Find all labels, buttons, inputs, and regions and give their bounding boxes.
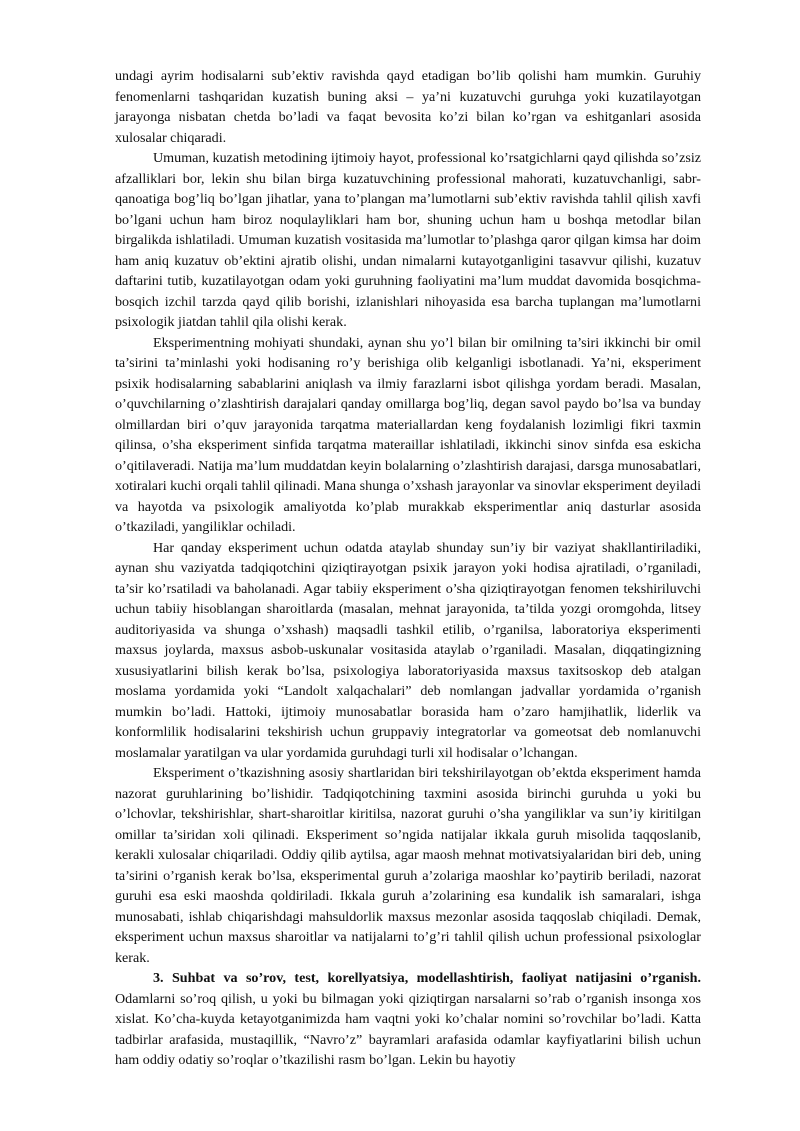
- paragraph-experiment-essence: Eksperimentning mohiyati shundaki, aynan shu yo’l bilan bir omilning ta’siri ikkinchi bir omil ta’sirini ta’minlashi yoki hodisaning ro’y berishiga olib kelganligi isbotlanadi. Ya’ni, eksperiment psixik hodisalarning sabablarini aniqlash va ilmiy farazlarni isbot qilishga yordam beradi. Masalan, o’quvchilarning o’zlashtirish darajalari qanday omillarga bog’liq, degan savol paydo bo’lsa va bunday olmillardan biri o’quv jarayonida tarqatma materiallardan keng foydalanish lozimligi fikri taxmin qilinsa, o’sha eksperiment sinfida tarqatma materaillar ishlatiladi, ikkinchi sinov sinfda esa eskicha o’qitilaveradi. Natija ma’lum muddatdan keyin bolalarning o’zlashtirish darajasi, darsga munosabatlari, xotiralari kuchi orqali tahlil qilinadi. Mana shunga o’xshash jarayonlar va sinovlar eksperiment deyiladi va hayotda va psixologik amaliyotda ko’plab murakkab eksperimentlar aniq dasturlar asosida o’tkaziladi, yangiliklar ochiladi.: [115, 334, 701, 535]
- document-page: [115, 66, 701, 1071]
- paragraph-observation-method: Umuman, kuzatish metodining ijtimoiy hayot, professional ko’rsatgichlarni qayd qilishda so’zsiz afzalliklari bor, lekin shu bilan birga kuzatuvchining professional mahorati, kuzatuvchanligi, sabr-qanoatiga bog’liq bo’lgan jihatlar, yana to’plangan ma’lumotlarni sub’ektiv ravishda tahlil qilish xavfi bo’lgani uchun ham biroz noqulayliklari ham bor, shuning uchun ham u boshqa metodlar bilan birgalikda ishlatiladi. Umuman kuzatish vositasida ma’lumotlar to’plashga qaror qilgan kimsa har doim ham aniq kuzatuv ob’ektini ajratib olishi, undan nimalarni kutayotganligini tasavvur qilishi, kuzatuv daftarini tutib, kuzatilayotgan odam yoki guruhning faoliyatini ma’lum muddat davomida bosqichma-bosqich izchil tarzda qayd qilib borishi, izlanishlari nihoyasida esa barcha tuplangan ma’lumotlarni psixologik jiatdan tahlil qila olishi kerak.: [115, 150, 701, 330]
- section-text: Odamlarni so’roq qilish, u yoki bu bilmagan yoki qiziqtirgan narsalarni so’rab o’rganish insonga xos xislat. Ko’cha-kuyda ketayotganimizda ham vaqtni yoki ko’chalar nomini so’rovchilar bo’ladi. Katta tadbirlar arafasida, mustaqillik, “Navro’z” bayramlari arafasida odamlar kayfiyatlarini bilish uchun ham oddiy odatiy so’roqlar o’tkazilishi rasm bo’lgan. Lekin bu hayotiy: [115, 990, 701, 1068]
- section-heading: 3. Suhbat va so’rov, test, korellyatsiya, modellashtirish, faoliyat natijasini o’rganish.: [153, 970, 701, 986]
- paragraph-continuation: undagi ayrim hodisalarni sub’ektiv ravishda qayd etadigan bo’lib qolishi ham mumkin. Guruhiy fenomenlarni tashqaridan kuzatish buning aksi – ya’ni kuzatuvchi guruhga yoki kuzatilayotgan jarayonga nisbatan chetda bo’ladi va faqat bevosita ko’zi bilan ko’rgan va eshitganlari asosida xulosalar chiqaradi.: [115, 68, 701, 146]
- paragraph-experiment-conditions: Eksperiment o’tkazishning asosiy shartlaridan biri tekshirilayotgan ob’ektda eksperiment hamda nazorat guruhlarining bo’lishidir. Tadqiqotchining taxmini asosida birinchi guruhda u yoki bu o’lchovlar, tekshirishlar, shart-sharoitlar kiritilsa, nazorat guruhi o’sha yangiliklar va sun’iy kiritilgan omillar ta’siridan xoli qilinadi. Eksperiment so’ngida natijalar ikkala guruh misolida taqqoslanib, kerakli xulosalar chiqariladi. Oddiy qilib aytilsa, agar maosh mehnat motivatsiyalaridan biri deb, uning ta’sirini o’rganish kerak bo’lsa, eksperimental guruh a’zolariga maoshlar ko’paytirib beriladi, nazorat guruhi esa eski maoshda qoldiriladi. Ikkala guruh a’zolarining esa kundalik ish samaralari, ishga munosabati, ishlab chiqarishdagi mahsuldorlik maxsus mezonlar asosida taqqoslab chiqiladi. Demak, eksperiment uchun maxsus sharoitlar va natijalarni to’g’ri tahlil qilish uchun professional psixologlar kerak.: [115, 765, 701, 966]
- paragraph-section-3: [115, 968, 701, 1071]
- paragraph-experiment-types: Har qanday eksperiment uchun odatda ataylab shunday sun’iy bir vaziyat shakllantiriladiki, aynan shu vaziyatda tadqiqotchini qiziqtirayotgan psixik jarayon yoki hodisa ajratiladi, o’rganiladi, ta’sir ko’rsatiladi va baholanadi. Agar tabiiy eksperiment o’sha qiziqtirayotgan fenomen tekshiriluvchi uchun tabiiy hisoblangan sharoitlarda (masalan, mehnat jarayonida, ta’tilda yozgi oromgohda, litsey auditoriyasida va shunga o’xshash) maqsadli tashkil etilib, o’rganilsa, laboratoriya eksperimenti maxsus joylarda, maxsus asbob-uskunalar vositasida ataylab o’rganiladi. Masalan, diqqatingizning xususiyatlarini bilish kerak bo’lsa, psixologiya laboratoriyasida maxsus taxitsoskop deb atalgan moslama yordamida yoki “Landolt xalqachalari” deb nomlangan jadvallar yordamida o’rganish mumkin bo’ladi. Hattoki, ijtimoiy munosabatlar borasida ham o’zaro hamjihatlik, liderlik va konformlilik hodisalarini tekshirish uchun gruppaviy integratorlar va gomeotsat deb nomlanuvchi moslamalar yaratilgan va ular yordamida guruhdagi turli xil hodisalar o’lchangan.: [115, 539, 701, 761]
